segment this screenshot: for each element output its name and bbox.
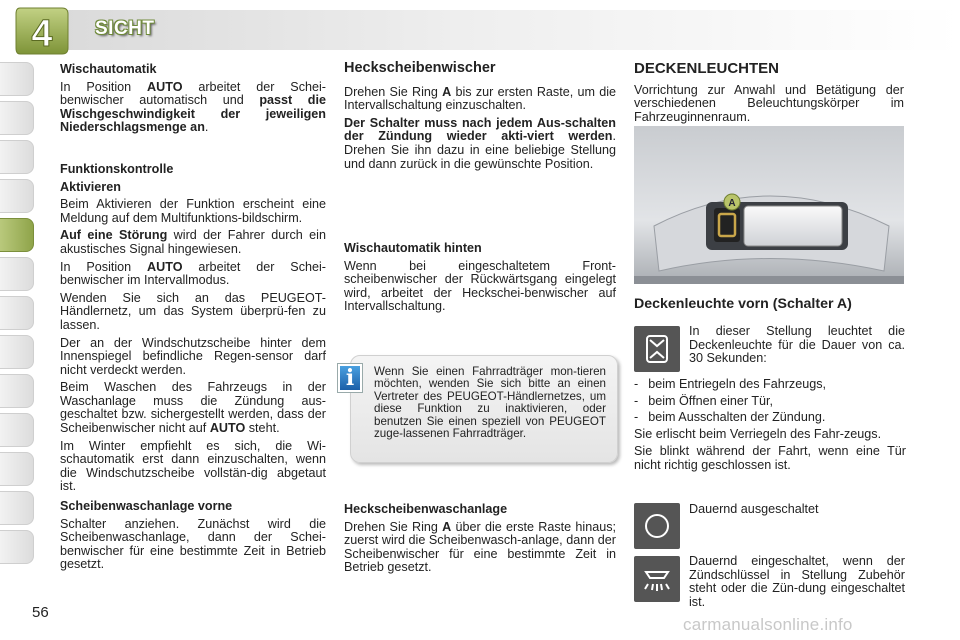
door-mode-text: In dieser Stellung leuchtet die Deckenleuchte für die Dauer von ca. 30 Sekunden: (689, 324, 905, 366)
paragraph-carwash: Beim Waschen des Fahrzeugs in der Waschanlage muss die Zündung aus-geschaltet bzw. sichergestellt werden, dass der Scheibenwischer nicht auf AUTO steht. (60, 380, 326, 436)
chapter-number: 4 (31, 13, 53, 55)
side-tab-6[interactable] (0, 257, 34, 291)
paragraph-washer: Schalter anziehen. Zunächst wird die Scheibenwaschanlage, dann der Schei-benwischer für eine bestimmte Zeit in Betrieb gesetzt. (60, 516, 326, 572)
paragraph-intro: Vorrichtung zur Anwahl und Betätigung der verschiedenen Beleuchtungskörper im Fahrzeuginnenraum. (634, 82, 904, 124)
list-item: - beim Öffnen einer Tür, (634, 393, 774, 408)
paragraph-interval: In Position AUTO arbeitet der Schei-benwischer im Intervallmodus. (60, 259, 326, 288)
side-tab-10[interactable] (0, 413, 34, 447)
list-item: - beim Entriegeln des Fahrzeugs, (634, 377, 827, 391)
side-tab-12[interactable] (0, 491, 34, 525)
paragraph-ring-a: Drehen Sie Ring A bis zur ersten Raste, um die Intervallschaltung einzuschalten. (344, 84, 616, 113)
column-2-middle (344, 242, 616, 318)
side-tab-9[interactable] (0, 374, 34, 408)
list-item: - beim Ausschalten der Zündung. (634, 410, 826, 425)
column-2 (344, 62, 616, 175)
paragraph-auto-mode: In Position AUTO arbeitet der Schei-benwischer automatisch und passt die Wischgeschwindigkeit der jeweiligen Niederschlagsmenge an. (60, 79, 326, 135)
side-tab-7[interactable] (0, 296, 34, 330)
paragraph-lock-off: Sie erlischt beim Verriegeln des Fahr-zeugs. (634, 426, 882, 441)
info-icon: i (338, 364, 362, 392)
side-tab-3[interactable] (0, 140, 34, 174)
side-tab-8[interactable] (0, 335, 34, 369)
door-mode-switch-icon (634, 326, 680, 372)
side-tab-1[interactable] (0, 62, 34, 96)
paragraph-fault: Auf eine Störung wird der Fahrer durch ein akustisches Signal hingewiesen. (60, 228, 326, 256)
side-tab-2[interactable] (0, 101, 34, 135)
funktionskontrolle-heading: Funktionskontrolle (60, 161, 174, 176)
heckscheibenwischer-heading: Heckscheibenwischer (344, 60, 496, 76)
side-tab-4[interactable] (0, 179, 34, 213)
page-number: 56 (32, 604, 49, 621)
paragraph-dealer: Wenden Sie sich an das PEUGEOT-Händlernetz, um das System überprü-fen zu lassen. (60, 290, 326, 332)
paragraph-reactivate: Der Schalter muss nach jedem Aus-schalten der Zündung wieder akti-viert werden. Drehen Sie ihn dazu in eine beliebige Stellung und dann zurück in die gewünschte Position. (344, 115, 616, 171)
on-mode-text: Dauernd eingeschaltet, wenn der Zündschlüssel in Stellung Zubehör steht oder die Zün-dung eingeschaltet ist. (689, 554, 905, 609)
column-2-bottom (344, 503, 616, 579)
chapter-badge (14, 6, 70, 56)
aktivieren-heading: Aktivieren (60, 179, 121, 194)
paragraph-rear-washer: Drehen Sie Ring A über die erste Raste hinaus; zuerst wird die Scheibenwasch-anlage, dann der Scheibenwischer für eine bestimmte Zeit in Betrieb gesetzt. (344, 519, 617, 575)
paragraph-blink: Sie blinkt während der Fahrt, wenn eine Tür nicht richtig geschlossen ist. (634, 444, 906, 472)
watermark: carmanualsonline.info (683, 615, 853, 634)
heckscheibenwaschanlage-heading: Heckscheibenwaschanlage (344, 502, 508, 516)
waschanlage-heading: Scheibenwaschanlage vorne (60, 499, 233, 514)
paragraph-reverse-gear: Wenn bei eingeschaltetem Front-scheibenwischer der Rückwärtsgang eingelegt wird, arbeitet der Heckschei-benwischer auf Intervallschaltung. (344, 258, 616, 314)
paragraph-activation: Beim Aktivieren der Funktion erscheint eine Meldung auf dem Multifunktions-bildschirm. (60, 197, 326, 225)
wischautomatik-heading: Wischautomatik (60, 62, 157, 76)
column-1 (60, 63, 326, 576)
wischautomatik-hinten-heading: Wischautomatik hinten (344, 241, 482, 255)
door-mode-details (634, 378, 906, 477)
on-mode-icon (634, 556, 680, 602)
paragraph-winter: Im Winter empfiehlt es sich, die Wi-schautomatik erst dann einzuschalten, wenn die Windschutzscheibe vollstän-dig abgetaut ist. (60, 438, 326, 494)
side-tab-13[interactable] (0, 530, 34, 564)
deckenleuchten-heading: DECKENLEUCHTEN (634, 60, 780, 77)
ceiling-light-photo (634, 126, 904, 284)
off-mode-text: Dauernd ausgeschaltet (689, 502, 819, 516)
column-3 (634, 62, 904, 128)
paragraph-sensor: Der an der Windschutzscheibe hinter dem Innenspiegel befindliche Regen-sensor darf nicht verdeckt werden. (60, 335, 326, 377)
off-mode-icon (634, 503, 680, 549)
deckenleuchte-vorn-heading: Deckenleuchte vorn (Schalter A) (634, 296, 852, 312)
section-title: SICHT (95, 18, 155, 39)
side-tab-11[interactable] (0, 452, 34, 486)
header-bar (40, 10, 960, 50)
side-tab-5-active[interactable] (0, 218, 34, 252)
deckenleuchte-vorn (634, 298, 906, 316)
info-text: Wenn Sie einen Fahrradträger mon-tieren möchten, wenden Sie sich bitte an einen Vertreter des PEUGEOT-Händlernetzes, um diese Funktion zu inaktivieren, oder benutzen Sie einen speziell von PEUGEOT zuge-lassenen Fahrradträger. (374, 365, 606, 441)
photo-label-a: A (728, 198, 736, 209)
